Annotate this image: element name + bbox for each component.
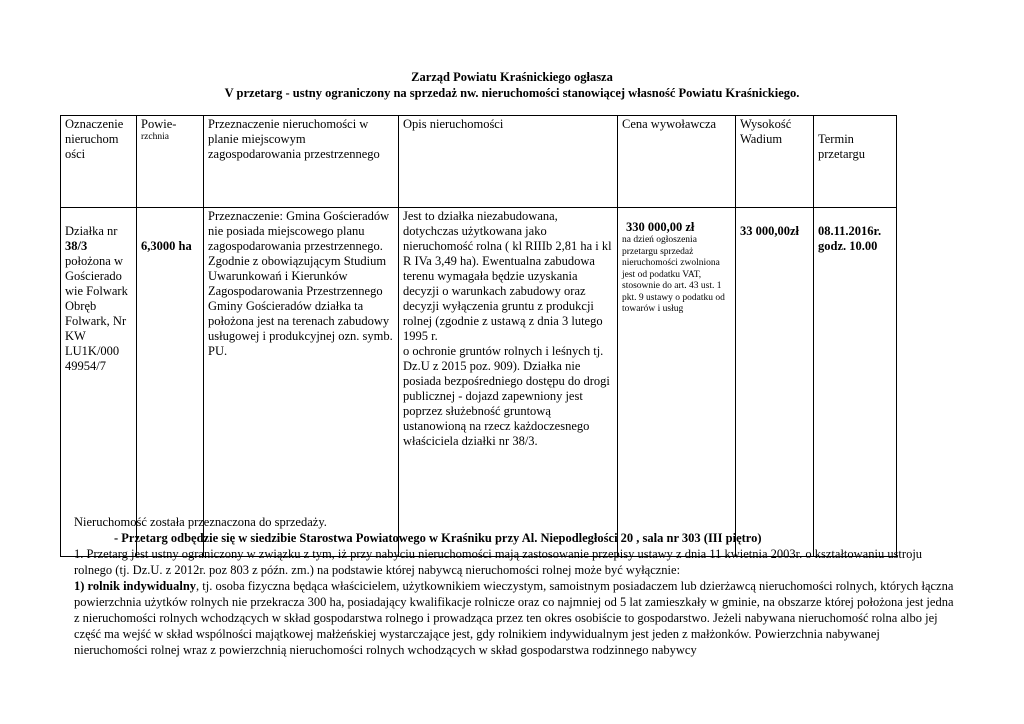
cell-designation bbox=[61, 208, 137, 557]
designation-details: położona w Gościerado wie Folwark Obręb Folwark, Nr KW LU1K/000 49954/7 bbox=[65, 254, 128, 373]
cell-purpose: Przeznaczenie: Gmina Gościeradów nie posiada miejscowego planu zagospodarowania przestrzennego. Zgodnie z obowiązującym Studium Uwarunkowań i Kierunków Zagospodarowania Przestrzennego Gminy Gościeradów działka ta położona jest na terenach zabudowy usługowej i produkcyjnej ozn. symb. PU. bbox=[204, 208, 399, 557]
table-row bbox=[61, 208, 897, 557]
farmer-term: 1) rolnik indywidualny bbox=[74, 579, 197, 593]
designation-prefix: Działka nr bbox=[65, 224, 118, 238]
header-description: Opis nieruchomości bbox=[399, 116, 618, 208]
cell-description bbox=[399, 208, 618, 557]
footer-para1: 1. Przetarg jest ustny ograniczony w związku z tym, iż przy nabyciu nieruchomości mają zastosowanie przepisy ustawy z dnia 11 kwietnia 2003r. o kształtowaniu ustroju rolnego (tj. Dz.U. z 2012r. poz 803 z późn. zm.) na podstawie której nabywcą nieruchomości rolnej może być wyłącznie: bbox=[74, 547, 923, 577]
header-area-line1: Powie- bbox=[141, 117, 177, 131]
announcement-title: Zarząd Powiatu Kraśnickiego ogłasza bbox=[411, 70, 613, 84]
auction-time: godz. 10.00 bbox=[818, 239, 878, 253]
cell-price bbox=[618, 208, 736, 557]
price-value: 330 000,00 zł bbox=[626, 220, 695, 234]
footer-para2 bbox=[74, 578, 954, 658]
price-note: na dzień ogłoszenia przetargu sprzedaż nieruchomości zwolniona jest od podatku VAT, stosownie do art. 43 ust. 1 pkt. 9 ustawy o podatku od towarów i usług bbox=[622, 235, 725, 314]
designation-number: 38/3 bbox=[65, 239, 88, 253]
cell-area: 6,3000 ha bbox=[137, 208, 204, 557]
property-table bbox=[60, 115, 897, 557]
cell-deposit: 33 000,00zł bbox=[736, 208, 814, 557]
footer-text bbox=[74, 514, 954, 658]
table-header-row bbox=[61, 116, 897, 208]
header-designation: Oznaczenie nieruchom ości bbox=[61, 116, 137, 208]
cell-date bbox=[814, 208, 897, 557]
farmer-definition: , tj. osoba fizyczna będąca właścicielem, użytkownikiem wieczystym, samoistnym posiadaczem lub dzierżawcą nieruchomości rolnych, których łączna powierzchnia użytków rolnych nie przekracza 300 ha, posiadający kwalifikacje rolnicze oraz co najmniej od 5 lat zamieszkały w gminie, na obszarze której położona jest jedna z nieruchomości rolnych wchodzących w skład gospodarstwa rolnego i prowadząca przez ten okres osobiście to gospodarstwo. Jeżeli nabywana nieruchomość rolna albo jej część ma wejść w skład wspólności majątkowej małżeńskiej wystarczające jest, gdy rolnikiem indywidualnym jest jeden z małżonków. Powierzchnia nabywanej nieruchomości rolnej wraz z powierzchnią nieruchomości rolnych wchodzących w skład gospodarstwa rodzinnego nabywcy bbox=[74, 579, 954, 657]
header-date: Termin przetargu bbox=[814, 116, 897, 208]
description-part2: o ochronie gruntów rolnych i leśnych tj. Dz.U z 2015 poz. 909). Działka nie posiada bezpośredniego dostępu do drogi publicznej - dojazd zapewniony jest poprzez służebność gruntową ustanowioną na rzecz każdoczesnego właściciela działki nr 38/3. bbox=[403, 344, 610, 448]
header-area bbox=[137, 116, 204, 208]
auction-date: 08.11.2016r. bbox=[818, 224, 882, 238]
header-deposit: Wysokość Wadium bbox=[736, 116, 814, 208]
header-price: Cena wywoławcza bbox=[618, 116, 736, 208]
footer-line1: Nieruchomość została przeznaczona do sprzedaży. bbox=[74, 515, 327, 529]
announcement-subtitle: V przetarg - ustny ograniczony na sprzedaż nw. nieruchomości stanowiącej własność Powiatu Kraśnickiego. bbox=[224, 86, 800, 100]
header-purpose: Przeznaczenie nieruchomości w planie miejscowym zagospodarowania przestrzennego bbox=[204, 116, 399, 208]
footer-location: - Przetarg odbędzie się w siedzibie Starostwa Powiatowego w Kraśniku przy Al. Niepodległości 20 , sala nr 303 (III piętro) bbox=[114, 531, 762, 545]
description-part1: Jest to działka niezabudowana, dotychczas użytkowana jako nieruchomość rolna ( kl RIIIb 2,81 ha i kl R IVa 3,49 ha). Ewentualna zabudowa terenu wymagała będzie uzyskania decyzji o warunkach zabudowy oraz decyzji wyłączenia gruntu z produkcji rolnej (zgodnie z ustawą z dnia 3 lutego 1995 r. bbox=[403, 209, 612, 343]
header-area-line2: rzchnia bbox=[141, 132, 169, 142]
